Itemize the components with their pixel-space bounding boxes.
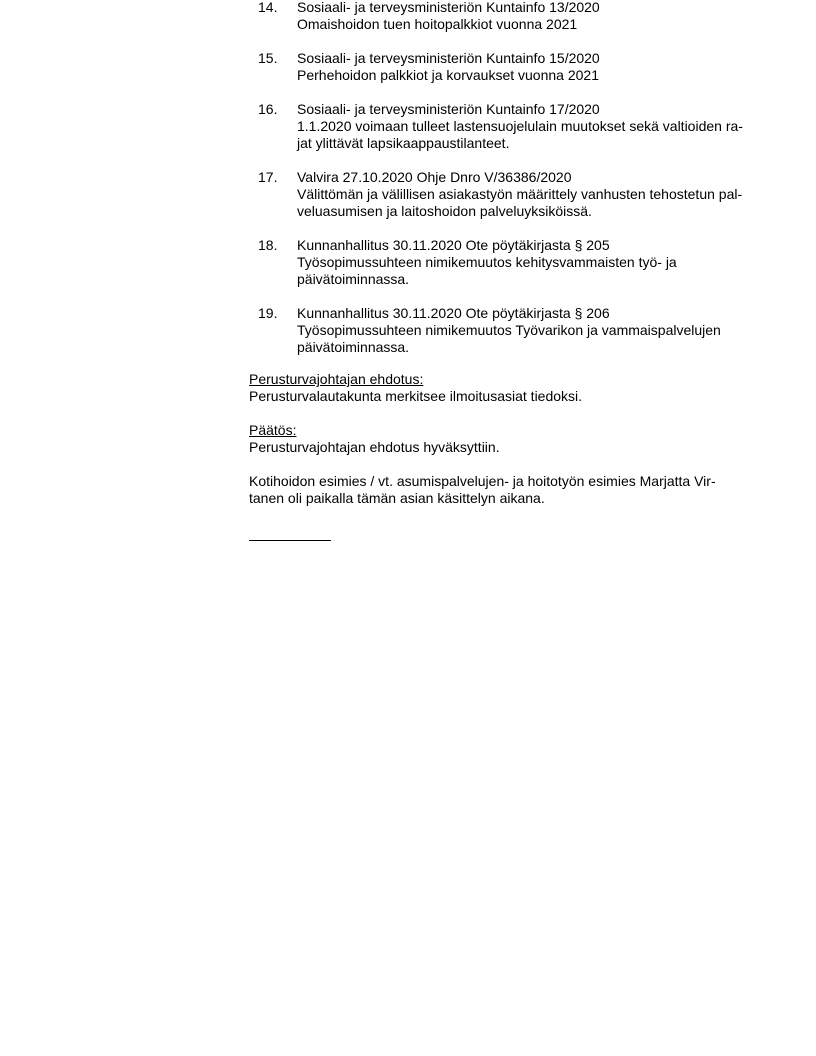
end-rule-divider bbox=[249, 540, 331, 541]
decision-section bbox=[249, 422, 769, 456]
item-number: 15. bbox=[258, 50, 278, 66]
item-description: Työsopimussuhteen nimikemuutos kehitysvammaisten työ- ja bbox=[297, 254, 677, 270]
item-description: Työsopimussuhteen nimikemuutos Työvarikon ja vammaispalvelujen bbox=[297, 322, 721, 338]
item-number: 18. bbox=[258, 237, 278, 253]
item-description: Välittömän ja välillisen asiakastyön määrittely vanhusten tehostetun pal- bbox=[297, 186, 743, 202]
list-item bbox=[249, 50, 779, 84]
item-number: 19. bbox=[258, 305, 278, 321]
list-item bbox=[249, 237, 779, 288]
attendance-note bbox=[249, 473, 769, 507]
list-item bbox=[249, 169, 779, 220]
decision-text: Perusturvajohtajan ehdotus hyväksyttiin. bbox=[249, 439, 500, 455]
item-title: Kunnanhallitus 30.11.2020 Ote pöytäkirjasta § 206 bbox=[297, 305, 610, 321]
note-line-continued: tanen oli paikalla tämän asian käsittelyn aikana. bbox=[249, 490, 545, 506]
item-title: Valvira 27.10.2020 Ohje Dnro V/36386/2020 bbox=[297, 169, 572, 185]
item-description-continued: päivätoiminnassa. bbox=[297, 339, 410, 355]
item-description: 1.1.2020 voimaan tulleet lastensuojelulain muutokset sekä valtioiden ra- bbox=[297, 118, 743, 134]
proposal-heading: Perusturvajohtajan ehdotus: bbox=[249, 371, 424, 387]
item-title: Sosiaali- ja terveysministeriön Kuntainfo 13/2020 bbox=[297, 0, 600, 15]
note-line: Kotihoidon esimies / vt. asumispalvelujen- ja hoitotyön esimies Marjatta Vir- bbox=[249, 473, 716, 489]
item-description: Perhehoidon palkkiot ja korvaukset vuonna 2021 bbox=[297, 67, 599, 83]
item-description-continued: jat ylittävät lapsikaappaustilanteet. bbox=[297, 135, 510, 151]
notification-items-list bbox=[249, 0, 779, 373]
decision-heading: Päätös: bbox=[249, 422, 297, 438]
list-item bbox=[249, 0, 779, 33]
item-title: Sosiaali- ja terveysministeriön Kuntainfo 17/2020 bbox=[297, 101, 600, 117]
item-title: Sosiaali- ja terveysministeriön Kuntainfo 15/2020 bbox=[297, 50, 600, 66]
item-number: 17. bbox=[258, 169, 278, 185]
item-description-continued: päivätoiminnassa. bbox=[297, 271, 410, 287]
item-title: Kunnanhallitus 30.11.2020 Ote pöytäkirjasta § 205 bbox=[297, 237, 610, 253]
list-item bbox=[249, 101, 779, 152]
item-description-continued: veluasumisen ja laitoshoidon palveluyksiköissä. bbox=[297, 203, 592, 219]
proposal-section bbox=[249, 371, 769, 405]
list-item bbox=[249, 305, 779, 356]
item-number: 16. bbox=[258, 101, 278, 117]
item-description: Omaishoidon tuen hoitopalkkiot vuonna 2021 bbox=[297, 16, 578, 32]
proposal-text: Perusturvalautakunta merkitsee ilmoitusasiat tiedoksi. bbox=[249, 388, 583, 404]
item-number: 14. bbox=[258, 0, 278, 15]
